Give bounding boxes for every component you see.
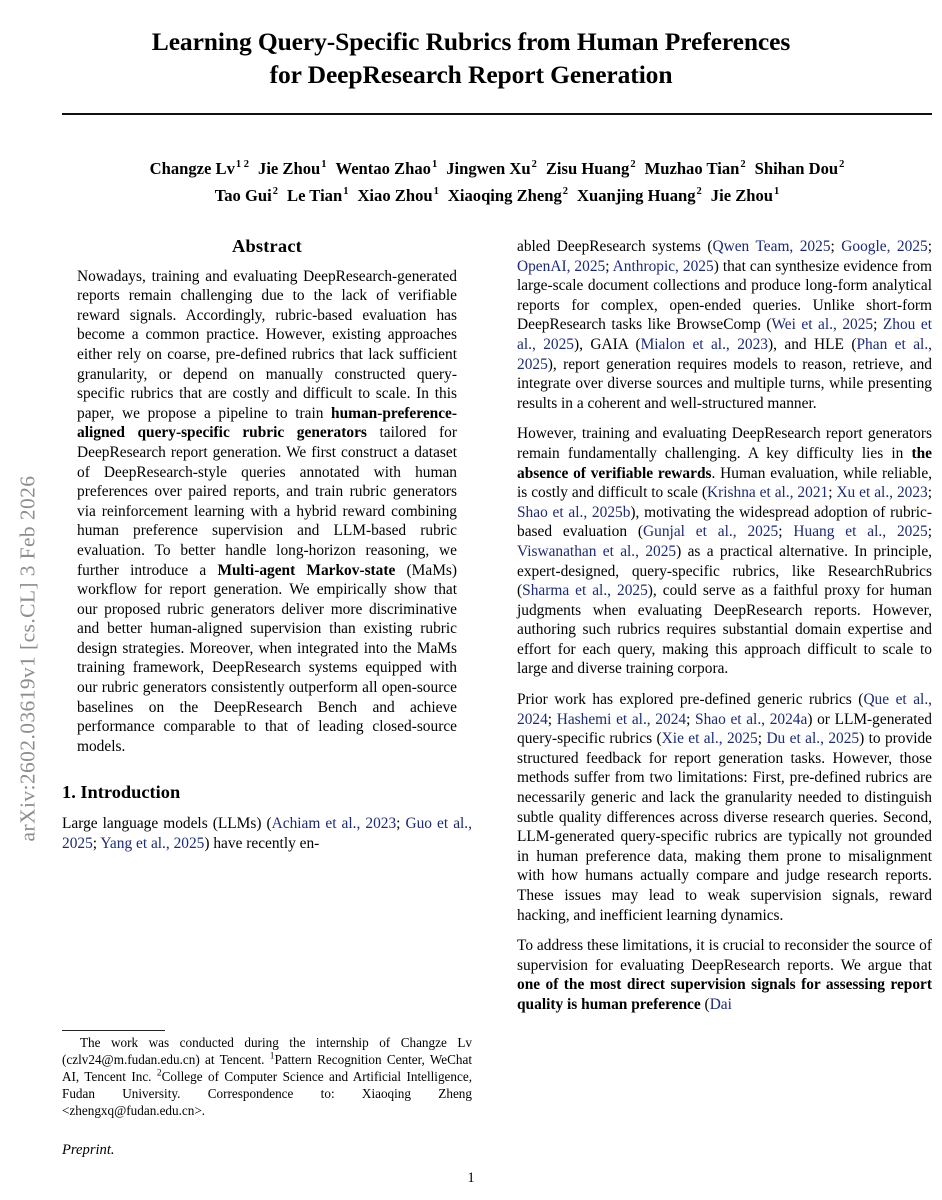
citation-link[interactable]: Anthropic, 2025 (612, 257, 714, 275)
title-divider (62, 113, 932, 115)
footnote-text-2: Pattern Recognition Center, WeChat AI, Tencent Inc. (62, 1052, 472, 1085)
author-affiliation-marker: 2 (630, 159, 636, 171)
author-name: Muzhao Tian (644, 159, 740, 178)
citation-link[interactable]: Shao et al., 2025b (517, 503, 631, 521)
footnote-text-1: The work was conducted during the internship of Changze Lv (czlv24@m.fudan.edu.cn) at Tencent. (62, 1035, 472, 1068)
citation-link[interactable]: Wei et al., 2025 (771, 316, 874, 334)
footnote-marker-1: 1 (269, 1051, 275, 1062)
right-column (517, 237, 932, 1026)
citation-link[interactable]: Guo et al., 2025 (62, 815, 472, 852)
intro-text: abled DeepResearch systems ( (517, 238, 713, 255)
author-entry (755, 159, 845, 178)
footnote-marker-2: 2 (156, 1068, 162, 1079)
author-affiliation-marker: 2 (839, 159, 845, 171)
author-entry (448, 186, 568, 205)
citation-separator: ; (757, 730, 767, 748)
author-affiliation-marker: 1 (774, 186, 780, 198)
citation-link[interactable]: Achiam et al., 2023 (271, 815, 397, 833)
citation-link[interactable]: Viswanathan et al., 2025 (517, 542, 677, 560)
intro-paragraph-4 (517, 936, 932, 1014)
left-column (62, 237, 472, 864)
intro-text: ), report generation requires models to reason, retrieve, and integrate over diverse sources and multiple turns, while presenting results in a coherent and well-structured manner. (517, 355, 932, 412)
author-entry (446, 159, 537, 178)
author-row-1 (62, 155, 932, 182)
citation-link[interactable]: Sharma et al., 2025 (522, 582, 648, 600)
author-name: Zisu Huang (545, 159, 630, 178)
abstract-bold-2: Multi-agent Markov-state (217, 561, 396, 579)
intro-text: ), GAIA ( (574, 335, 641, 353)
author-entry (711, 186, 780, 205)
citation-link[interactable]: Que et al., 2024 (517, 691, 933, 728)
title-line-1: Learning Query-Specific Rubrics from Human Preferences (151, 27, 791, 56)
author-name: Changze Lv (149, 159, 235, 178)
author-entry (258, 159, 327, 178)
author-affiliation-marker: 1 (433, 186, 439, 198)
intro-paragraph-1-left (62, 814, 472, 853)
citation-separator: ; (396, 815, 406, 833)
citation-link[interactable]: OpenAI, 2025 (517, 257, 606, 275)
author-affiliation-marker: 1 (431, 159, 438, 171)
author-entry (287, 186, 348, 205)
intro-bold-phrase: the absence of verifiable rewards (517, 444, 932, 482)
author-affiliation-marker: 2 (531, 159, 537, 171)
citation-link[interactable]: Yang et al., 2025 (100, 834, 205, 852)
citation-separator: ; (873, 316, 883, 334)
citation-separator: ; (547, 710, 557, 728)
intro-paragraph-1-right (517, 237, 932, 413)
title-line-2: for DeepResearch Report Generation (269, 60, 673, 89)
intro-text: ), and HLE ( (767, 335, 857, 353)
author-affiliation-marker: 1 (321, 159, 327, 171)
citation-link[interactable]: Hashemi et al., 2024 (556, 710, 687, 728)
citation-separator: ; (927, 484, 933, 502)
citation-separator: ; (927, 238, 932, 255)
intro-text: ), motivating the widespread adoption of rubric-based evaluation ( (517, 503, 933, 541)
author-entry (357, 186, 438, 205)
author-name: Xiaoqing Zheng (447, 186, 562, 205)
author-row-2 (62, 182, 932, 209)
intro-text: To address these limitations, it is crucial to reconsider the source of supervision for evaluating DeepResearch reports. We argue that (517, 937, 932, 974)
page-title (62, 25, 880, 91)
citation-separator: ; (830, 238, 842, 255)
citation-link[interactable]: Shao et al., 2024a (695, 710, 808, 728)
citation-link[interactable]: Phan et al., 2025 (517, 335, 933, 373)
intro-text: ) or LLM-generated query-specific rubrics ( (517, 710, 932, 748)
citation-separator: ; (828, 484, 837, 502)
citation-link[interactable]: Gunjal et al., 2025 (643, 523, 779, 541)
intro-text: ) that can synthesize evidence from large-scale document collections and produce long-form analytical reports for complex, open-ended queries. Unlike short-form DeepResearch tasks like BrowseComp ( (517, 257, 932, 334)
intro-text: Prior work has explored pre-defined generic rubrics ( (517, 691, 864, 709)
abstract-heading: Abstract (231, 236, 303, 256)
author-entry (150, 159, 249, 178)
author-affiliation-marker: 2 (740, 159, 746, 171)
footnote-text-3: College of Computer Science and Artificial Intelligence, Fudan University. Correspondence to: Xiaoqing Zheng <zhengxq@fudan.edu.cn>. (62, 1069, 473, 1119)
abstract-text-3: (MaMs) workflow for report generation. We empirically show that our proposed rubric generators deliver more discriminative and better human-aligned supervision than existing rubric design strategies. Moreover, when integrated into the MaMs training framework, DeepResearch systems equipped with our rubric generators consistently outperform all open-source baselines on the DeepResearch Bench and achieve performance comparable to that of leading closed-source models. (77, 561, 457, 755)
citation-link[interactable]: Xu et al., 2023 (836, 484, 928, 502)
author-name: Jingwen Xu (446, 159, 531, 178)
intro-paragraph-2 (517, 424, 932, 679)
author-entry (215, 186, 278, 205)
page-number: 1 (467, 1170, 475, 1186)
author-name: Xuanjing Huang (577, 186, 696, 205)
citation-separator: ; (92, 834, 101, 852)
intro-text: However, training and evaluating DeepResearch report generators remain fundamentally challenging. A key difficulty lies in (517, 425, 932, 462)
abstract-text-2: tailored for DeepResearch report generation. We first construct a dataset of DeepResearch-style queries annotated with human preferences over paired reports, and train rubric generators via reinforcement learning with a hybrid reward combining human preference supervision and LLM-based rubric evaluation. To better handle long-horizon reasoning, we further introduce a (77, 424, 457, 579)
abstract-body (62, 267, 472, 757)
section-heading-introduction: 1. Introduction (62, 782, 181, 803)
author-affiliation-marker: 2 (272, 186, 279, 198)
intro-paragraph-3 (517, 690, 932, 925)
arxiv-identifier-stamp: arXiv:2602.03619v1 [cs.CL] 3 Feb 2026 (15, 475, 40, 842)
author-name: Jie Zhou (258, 159, 321, 178)
author-affiliation-marker: 1 2 (235, 159, 250, 171)
citation-separator: ; (778, 523, 794, 541)
citation-link[interactable]: Xie et al., 2025 (661, 730, 758, 748)
abstract-text-1: Nowadays, training and evaluating DeepResearch-generated reports remain challenging due to the lack of verifiable reward signals. Accordingly, rubric-based evaluation has become a common practice. However, existing approaches either rely on coarse, pre-defined rubrics that lack sufficient granularity, or depend on manually constructed query-specific rubrics that are costly and difficult to scale. In this paper, we propose a pipeline to train (77, 267, 457, 422)
citation-link[interactable]: Dai (709, 995, 732, 1013)
footnote-divider (62, 1030, 165, 1031)
author-list (62, 155, 932, 209)
author-entry (645, 159, 746, 178)
citation-link[interactable]: Qwen Team, 2025 (712, 238, 831, 255)
author-name: Le Tian (287, 186, 343, 205)
author-affiliation-marker: 2 (562, 186, 569, 198)
author-entry (577, 186, 702, 205)
footnote-block (62, 1034, 472, 1119)
author-name: Shihan Dou (754, 159, 839, 178)
author-name: Wentao Zhao (335, 159, 431, 178)
citation-link[interactable]: Google, 2025 (841, 238, 928, 255)
intro-text: ), could serve as a faithful proxy for human judgments when evaluating DeepResearch reports. However, authoring such rubrics requires substantial domain expertise and effort for each query, making this approach difficult to scale to large and diverse training corpora. (517, 582, 932, 678)
citation-separator: ; (605, 257, 613, 275)
author-affiliation-marker: 1 (343, 186, 349, 198)
intro-text: ) to provide structured feedback for report generation tasks. However, those methods suffer from two limitations: First, pre-defined rubrics are necessarily generic and lack the granularity needed to distinguish subtle quality differences across diverse research queries. Second, LLM-generated query-specific rubrics are typically not grounded in human preference data, making them prone to misalignment with how humans actually compare and judge research reports. These issues may lead to weak supervision signals, reward hacking, and inefficient learning dynamics. (517, 730, 932, 924)
citation-link[interactable]: Du et al., 2025 (766, 730, 860, 748)
citation-link[interactable]: Mialon et al., 2023 (640, 335, 768, 353)
citation-separator: ; (686, 710, 696, 728)
intro-text: ( (700, 995, 710, 1013)
author-entry (336, 159, 438, 178)
citation-separator: ; (927, 523, 933, 541)
author-name: Jie Zhou (710, 186, 774, 205)
intro-bold-phrase: one of the most direct supervision signals for assessing report quality is human preference (517, 976, 932, 1013)
intro-text: Large language models (LLMs) ( (62, 815, 272, 833)
abstract-bold-1: human-preference-aligned query-specific rubric generators (77, 404, 457, 442)
citation-link[interactable]: Krishna et al., 2021 (707, 484, 829, 502)
intro-text: . Human evaluation, while reliable, is costly and difficult to scale ( (517, 464, 932, 502)
author-name: Xiao Zhou (357, 186, 433, 205)
intro-text: ) as a practical alternative. In principle, expert-designed, query-specific rubrics, like ResearchRubrics ( (517, 542, 932, 600)
preprint-label: Preprint. (62, 1142, 115, 1158)
author-affiliation-marker: 2 (696, 186, 702, 198)
intro-text-continued: ) have recently en- (204, 834, 320, 852)
citation-link[interactable]: Zhou et al., 2025 (517, 316, 932, 353)
author-name: Tao Gui (214, 186, 272, 205)
author-entry (546, 159, 636, 178)
citation-link[interactable]: Huang et al., 2025 (793, 523, 928, 541)
